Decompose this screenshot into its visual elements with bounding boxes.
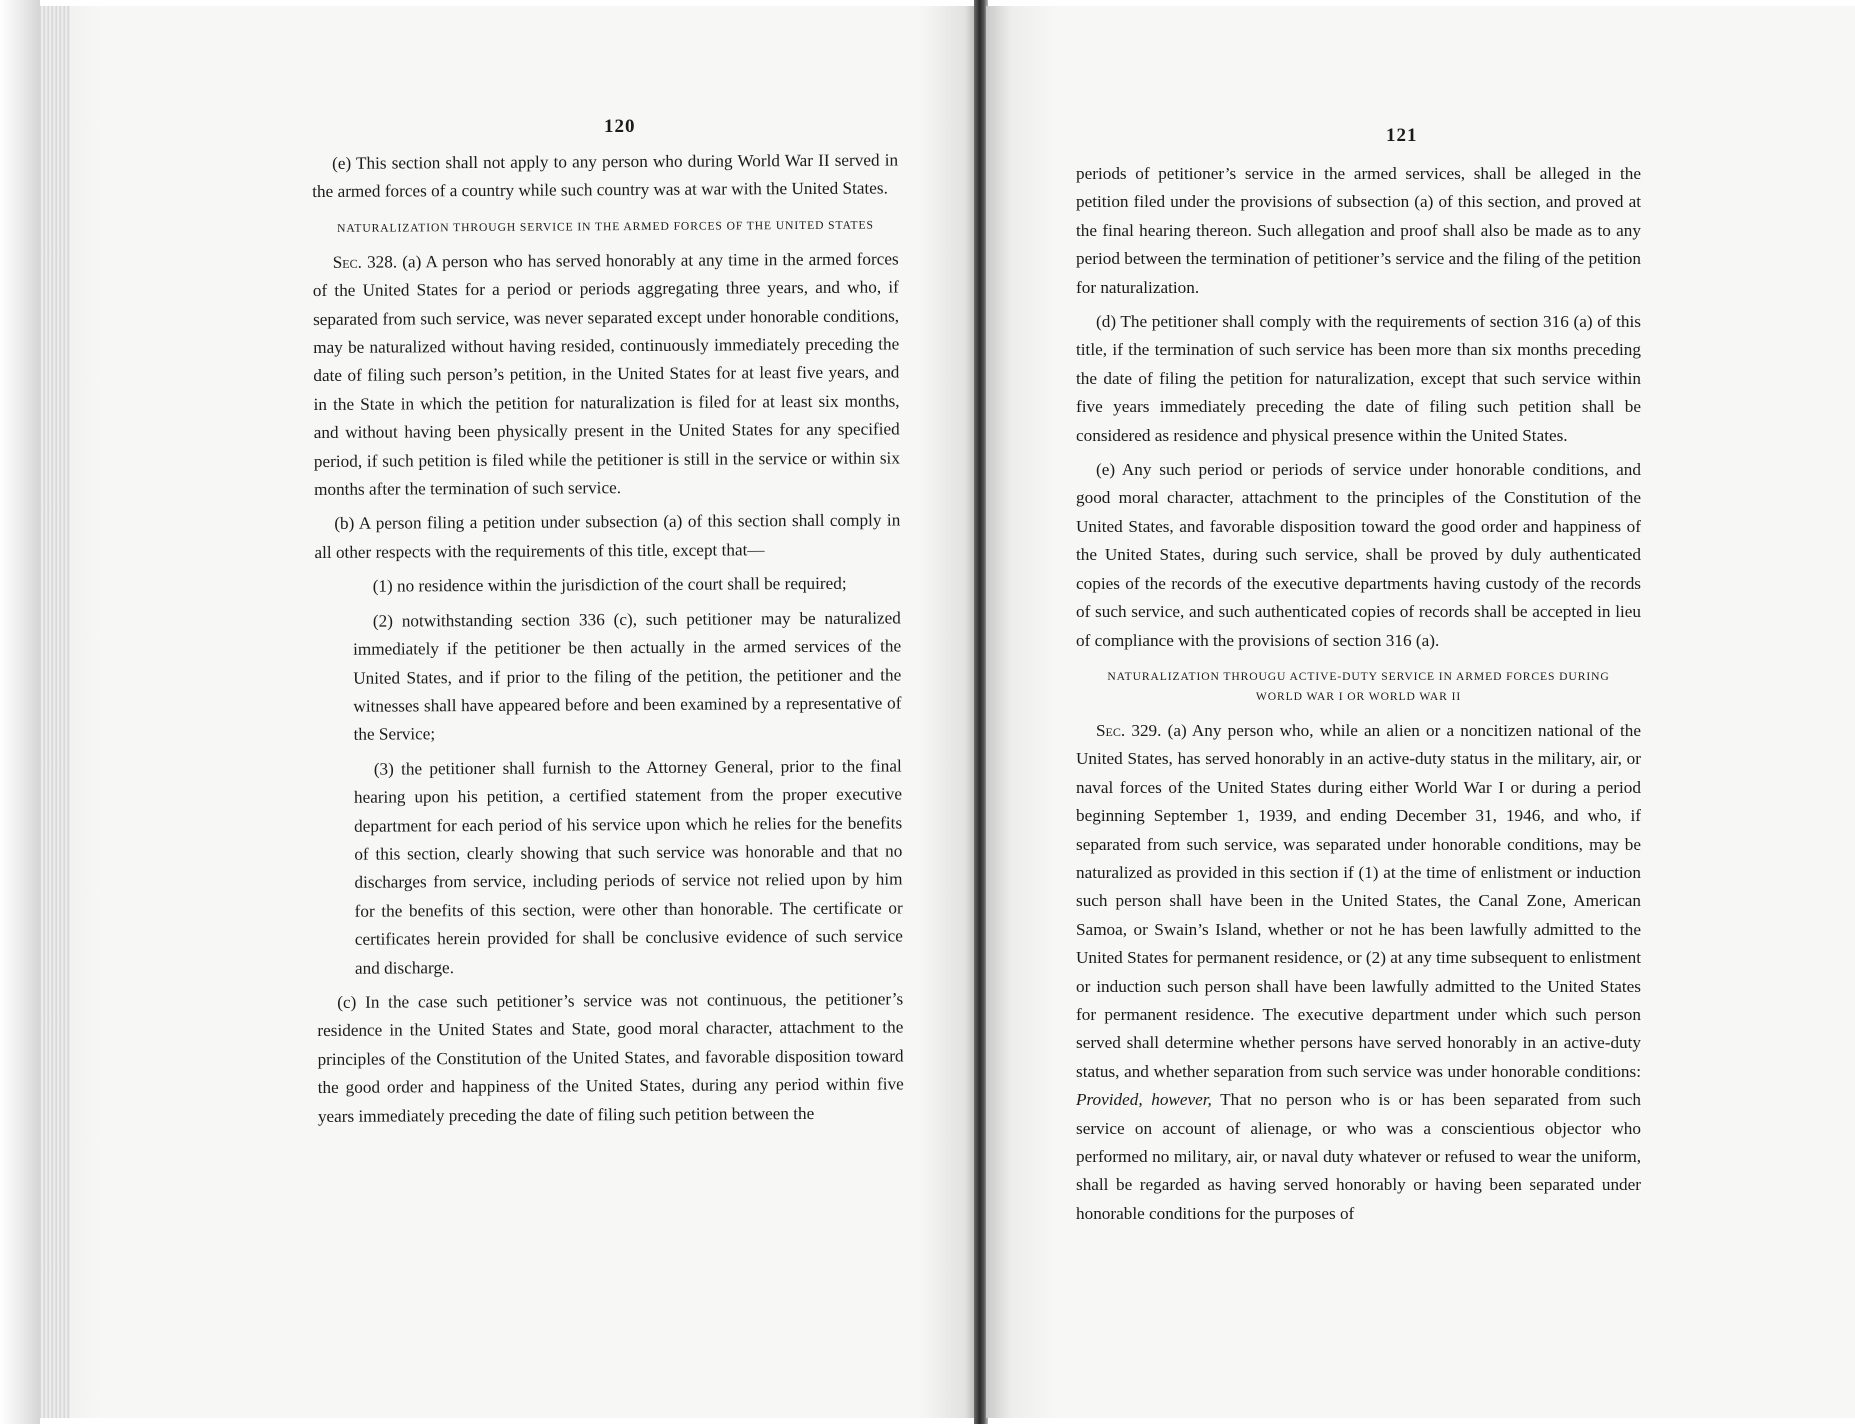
sec-label: Sec. (1096, 720, 1126, 740)
list-item-2: (2) notwithstanding section 336 (c), such petitioner may be naturalized immediately if the petitioner be then actually in the armed services of the United States, and if prior to the filing of the petition, the petitioner and the witnesses shall have appeared before and been examined by a representative of the Service; (352, 608, 902, 745)
section-heading: NATURALIZATION THROUGU ACTIVE-DUTY SERVICE IN ARMED FORCES DURING WORLD WAR I OR WORLD WAR II (1107, 669, 1610, 703)
right-page-text (1076, 160, 1641, 1228)
book-edge (0, 0, 40, 1424)
paragraph-subsection-d: (d) The petitioner shall comply with the requirements of section 316 (a) of this title, if the termination of such service has been more than six months preceding the date of filing the petition for naturalization, except that such service within five years immediately preceding the date of filing such petition shall be considered as residence and physical presence within the United States. (1076, 312, 1641, 445)
proviso-italic: Provided, however, (1076, 1090, 1212, 1110)
sec-328-text: 328. (a) A person who has served honorably at any time in the armed forces of the United States for a period or periods aggregating three years, and who, if separated from such service, was never separated except under honorable conditions, may be naturalized without having resided, continuously immediately preceding the date of filing such person’s petition, in the United States for at least five years, and in the State in which the petition for naturalization is filed for at least six months, and without having been physically present in the United States for any specified period, if such petition is filed while the petitioner is still in the service or within six months after the termination of such service. (312, 249, 900, 500)
list-item-1: (1) no residence within the jurisdiction of the court shall be required; (372, 574, 847, 596)
sec-329-text: 329. (a) Any person who, while an alien or a noncitizen national of the United States, has served honorably in an active-duty status in the military, air, or naval forces of the United States during either World War I or during a period beginning September 1, 1939, and ending December 31, 1946, and who, if separated from such service, was separated under honorable conditions, may be naturalized as provided in this section if (1) at the time of enlistment or induction such person shall have been in the United States, the Canal Zone, American Samoa, or Swain’s Island, whether or not he has been lawfully admitted to the United States for permanent residence, or (2) at any time subsequent to enlistment or induction such person shall have been lawfully admitted to the United States for permanent residence. The executive department under which such person served shall determine whether persons have served honorably in an active-duty status, and whether separation from such service was under honorable conditions: (1076, 720, 1641, 1081)
right-page-number: 121 (1386, 125, 1418, 146)
page-stack-edge (40, 6, 70, 1418)
paragraph-sec-329 (1076, 717, 1641, 1228)
sec-329-tail: That no person who is or has been separated from such service on account of alienage, or who was a conscientious objector who performed no military, air, or naval duty whatever or refused to wear the uniform, shall be regarded as having served honorably or having been separated under honorable conditions for the purposes of (1076, 1090, 1641, 1223)
left-page-number: 120 (604, 116, 636, 137)
paragraph-section-e: (e) This section shall not apply to any person who during World War II served in the armed forces of a country while such country was at war with the United States. (312, 150, 899, 202)
sec-label: Sec. (332, 252, 362, 272)
paragraph-sec-328 (313, 245, 901, 504)
paragraph-subsection-b: (b) A person filing a petition under subsection (a) of this section shall comply in all other respects with the requirements of this title, except that— (314, 510, 901, 562)
paragraph-continued: periods of petitioner’s service in the armed services, shall be alleged in the petition filed under the provisions of subsection (a) of this section, and proved at the final hearing thereon. Such allegation and proof shall also be made as to any period between the termination of petitioner’s service and the filing of the petition for naturalization. (1076, 164, 1641, 297)
list-item-3: (3) the petitioner shall furnish to the Attorney General, prior to the final hearing upon his petition, a certified statement from the proper executive department for each period of his service upon which he relies for the benefits of this section, clearly showing that such service was honorable and that no discharges from service, including periods of service not relied upon by him for the benefits of this section, were other than honorable. The certificate or certificates herein provided for shall be conclusive evidence of such service and discharge. (353, 756, 903, 978)
paragraph-subsection-e: (e) Any such period or periods of service under honorable conditions, and good moral character, attachment to the principles of the Constitution of the United States, and favorable disposition toward the good order and happiness of the United States, during such service, shall be proved by duly authenticated copies of the records of the executive departments having custody of the records of such service, and such authenticated copies of records shall be accepted in lieu of compliance with the provisions of section 316 (a). (1076, 460, 1641, 650)
paragraph-subsection-c: (c) In the case such petitioner’s service was not continuous, the petitioner’s residence in the United States and State, good moral character, attachment to the principles of the Constitution of the United States, and favorable disposition toward the good order and happiness of the United States, during any period within five years immediately preceding the date of filing such petition between the (317, 989, 904, 1126)
left-page-text (312, 146, 904, 1131)
section-heading: NATURALIZATION THROUGH SERVICE IN THE ARMED FORCES OF THE UNITED STATES (337, 218, 874, 235)
